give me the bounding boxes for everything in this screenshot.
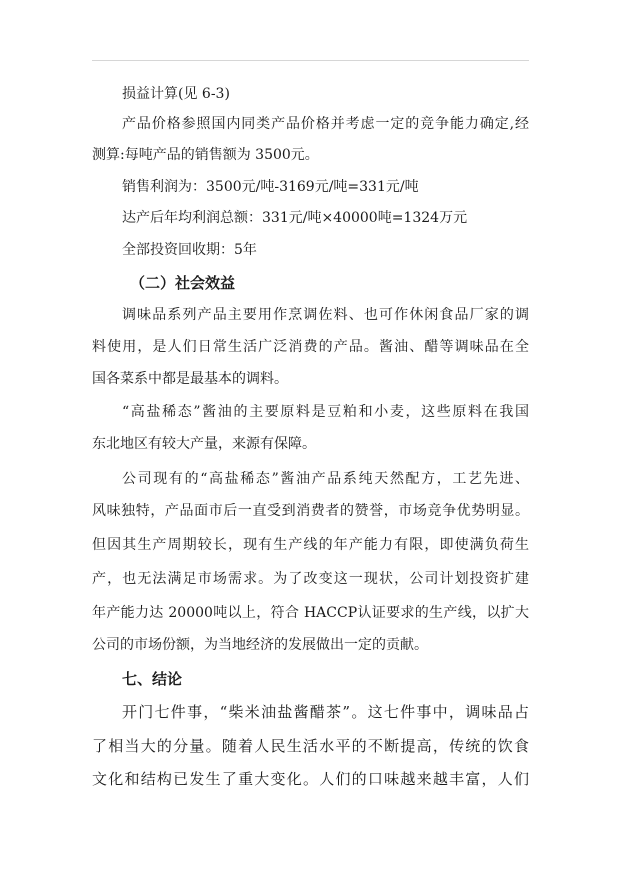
paragraph-line: “高盐稀态”酱油的主要原料是豆粕和小麦，这些原料在我国 xyxy=(122,404,529,420)
profit-calc-title: 损益计算(见 6-3) xyxy=(122,86,230,102)
sales-profit-line: 销售利润为：3500元/吨-3169元/吨=331元/吨 xyxy=(122,179,419,195)
sales-per-ton-line: 测算:每吨产品的销售额为 3500元。 xyxy=(92,147,319,163)
header-divider xyxy=(92,60,529,61)
paragraph-line: 了相当大的分量。随着人民生活水平的不断提高，传统的饮食 xyxy=(92,737,529,755)
price-basis-line: 产品价格参照国内同类产品价格并考虑一定的竞争能力确定,经 xyxy=(122,116,529,132)
conclusion-heading: 七、结论 xyxy=(122,670,183,688)
paragraph-line: 开门七件事，“柴米油盐酱醋茶”。这七件事中，调味品占 xyxy=(122,703,529,721)
paragraph-line: 公司现有的“高盐稀态”酱油产品系纯天然配方，工艺先进、 xyxy=(122,471,529,487)
paragraph-line: 产，也无法满足市场需求。为了改变这一现状，公司计划投资扩建 xyxy=(92,571,529,587)
paragraph-line: 东北地区有较大产量，来源有保障。 xyxy=(92,436,316,452)
paragraph-line: 年产能力达 20000吨以上，符合 HACCP认证要求的生产线，以扩大 xyxy=(92,605,529,621)
paragraph-line: 但因其生产周期较长，现有生产线的年产能力有限，即使满负荷生 xyxy=(92,537,529,553)
paragraph-line: 国各菜系中都是最基本的调料。 xyxy=(92,371,288,387)
payback-period-line: 全部投资回收期：5年 xyxy=(122,242,257,258)
paragraph-line: 风味独特，产品面市后一直受到消费者的赞誉，市场竞争优势明显。 xyxy=(92,503,529,519)
paragraph-line: 料使用，是人们日常生活广泛消费的产品。酱油、醋等调味品在全 xyxy=(92,339,529,355)
social-benefit-heading: （二）社会效益 xyxy=(130,274,236,292)
annual-profit-line: 达产后年均利润总额：331元/吨×40000吨=1324万元 xyxy=(122,210,468,226)
paragraph-line: 公司的市场份额，为当地经济的发展做出一定的贡献。 xyxy=(92,637,428,653)
paragraph-line: 调味品系列产品主要用作烹调佐料、也可作休闲食品厂家的调 xyxy=(122,307,529,323)
paragraph-line: 文化和结构已发生了重大变化。人们的口味越来越丰富，人们 xyxy=(92,770,529,788)
